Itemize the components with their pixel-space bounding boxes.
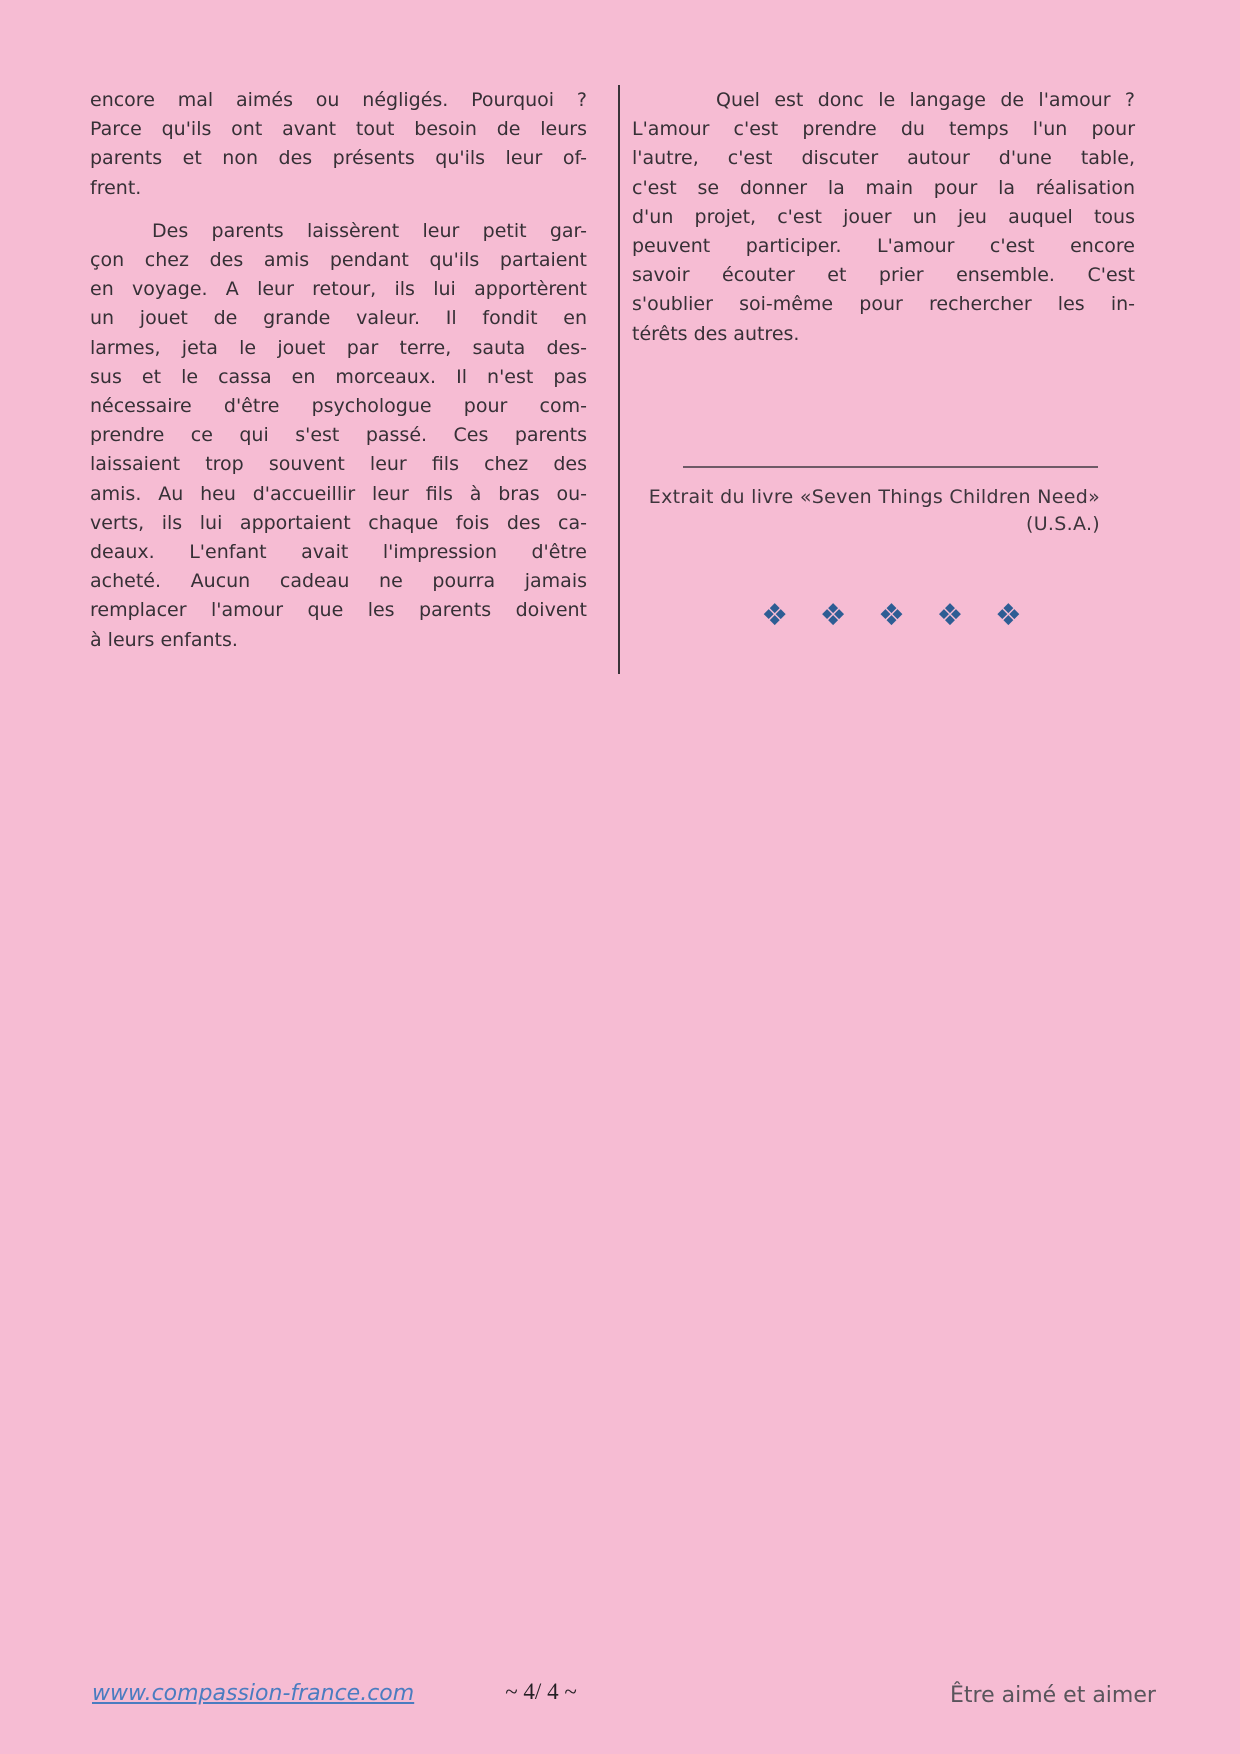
text-line: L'amour c'est prendre du temps l'un pour: [632, 118, 1135, 141]
text-line: en voyage. A leur retour, ils lui apportèrent: [90, 278, 587, 301]
text-line: amis. Au heu d'accueillir leur fils à bras ou-: [90, 482, 587, 505]
text-line: verts, ils lui apportaient chaque fois des ca-: [90, 511, 587, 534]
text-line: l'autre, c'est discuter autour d'une table,: [632, 147, 1135, 170]
text-line: remplacer l'amour que les parents doivent: [90, 599, 587, 622]
text-line: térêts des autres.: [632, 322, 800, 345]
ornament-diamonds-icon: ❖ ❖ ❖ ❖ ❖: [761, 598, 1033, 633]
left-column: [90, 86, 587, 655]
text-line: çon chez des amis pendant qu'ils partaient: [90, 249, 587, 272]
attribution-rule: [683, 466, 1098, 468]
text-line: savoir écouter et prier ensemble. C'est: [632, 264, 1135, 287]
document-title: Être aimé et aimer: [950, 1683, 1156, 1708]
text-line: nécessaire d'être psychologue pour com-: [90, 395, 587, 418]
text-line: Des parents laissèrent leur petit gar-: [152, 219, 587, 242]
attribution-source: Extrait du livre «Seven Things Children Need»: [648, 486, 1100, 508]
text-line: Quel est donc le langage de l'amour ?: [716, 89, 1135, 111]
page-indicator: ~ 4/ 4 ~: [505, 1679, 577, 1704]
text-line: prendre ce qui s'est passé. Ces parents: [90, 424, 587, 447]
text-line: deaux. L'enfant avait l'impression d'être: [90, 541, 587, 564]
paragraph: [632, 86, 1135, 349]
text-line: parents et non des présents qu'ils leur of-: [90, 147, 587, 170]
column-divider: [618, 85, 620, 674]
text-line: un jouet de grande valeur. Il fondit en: [90, 307, 587, 330]
paragraph: [90, 217, 587, 655]
paragraph: [90, 86, 587, 203]
text-line: encore mal aimés ou négligés. Pourquoi ?: [90, 89, 587, 111]
attribution-country: (U.S.A.): [1026, 513, 1100, 535]
text-line: peuvent participer. L'amour c'est encore: [632, 235, 1135, 258]
text-line: à leurs enfants.: [90, 628, 238, 651]
text-line: sus et le cassa en morceaux. Il n'est pas: [90, 365, 587, 388]
text-line: laissaient trop souvent leur fils chez des: [90, 453, 587, 476]
website-link[interactable]: www.compassion-france.com: [92, 1681, 415, 1706]
text-line: d'un projet, c'est jouer un jeu auquel tous: [632, 205, 1135, 228]
text-line: frent.: [90, 176, 142, 199]
text-line: c'est se donner la main pour la réalisation: [632, 176, 1135, 199]
right-column: [632, 86, 1135, 349]
attribution: [640, 484, 1100, 538]
text-line: larmes, jeta le jouet par terre, sauta des-: [90, 336, 587, 359]
text-line: acheté. Aucun cadeau ne pourra jamais: [90, 570, 587, 593]
text-line: Parce qu'ils ont avant tout besoin de leurs: [90, 118, 587, 141]
text-line: s'oublier soi-même pour rechercher les in-: [632, 293, 1135, 316]
